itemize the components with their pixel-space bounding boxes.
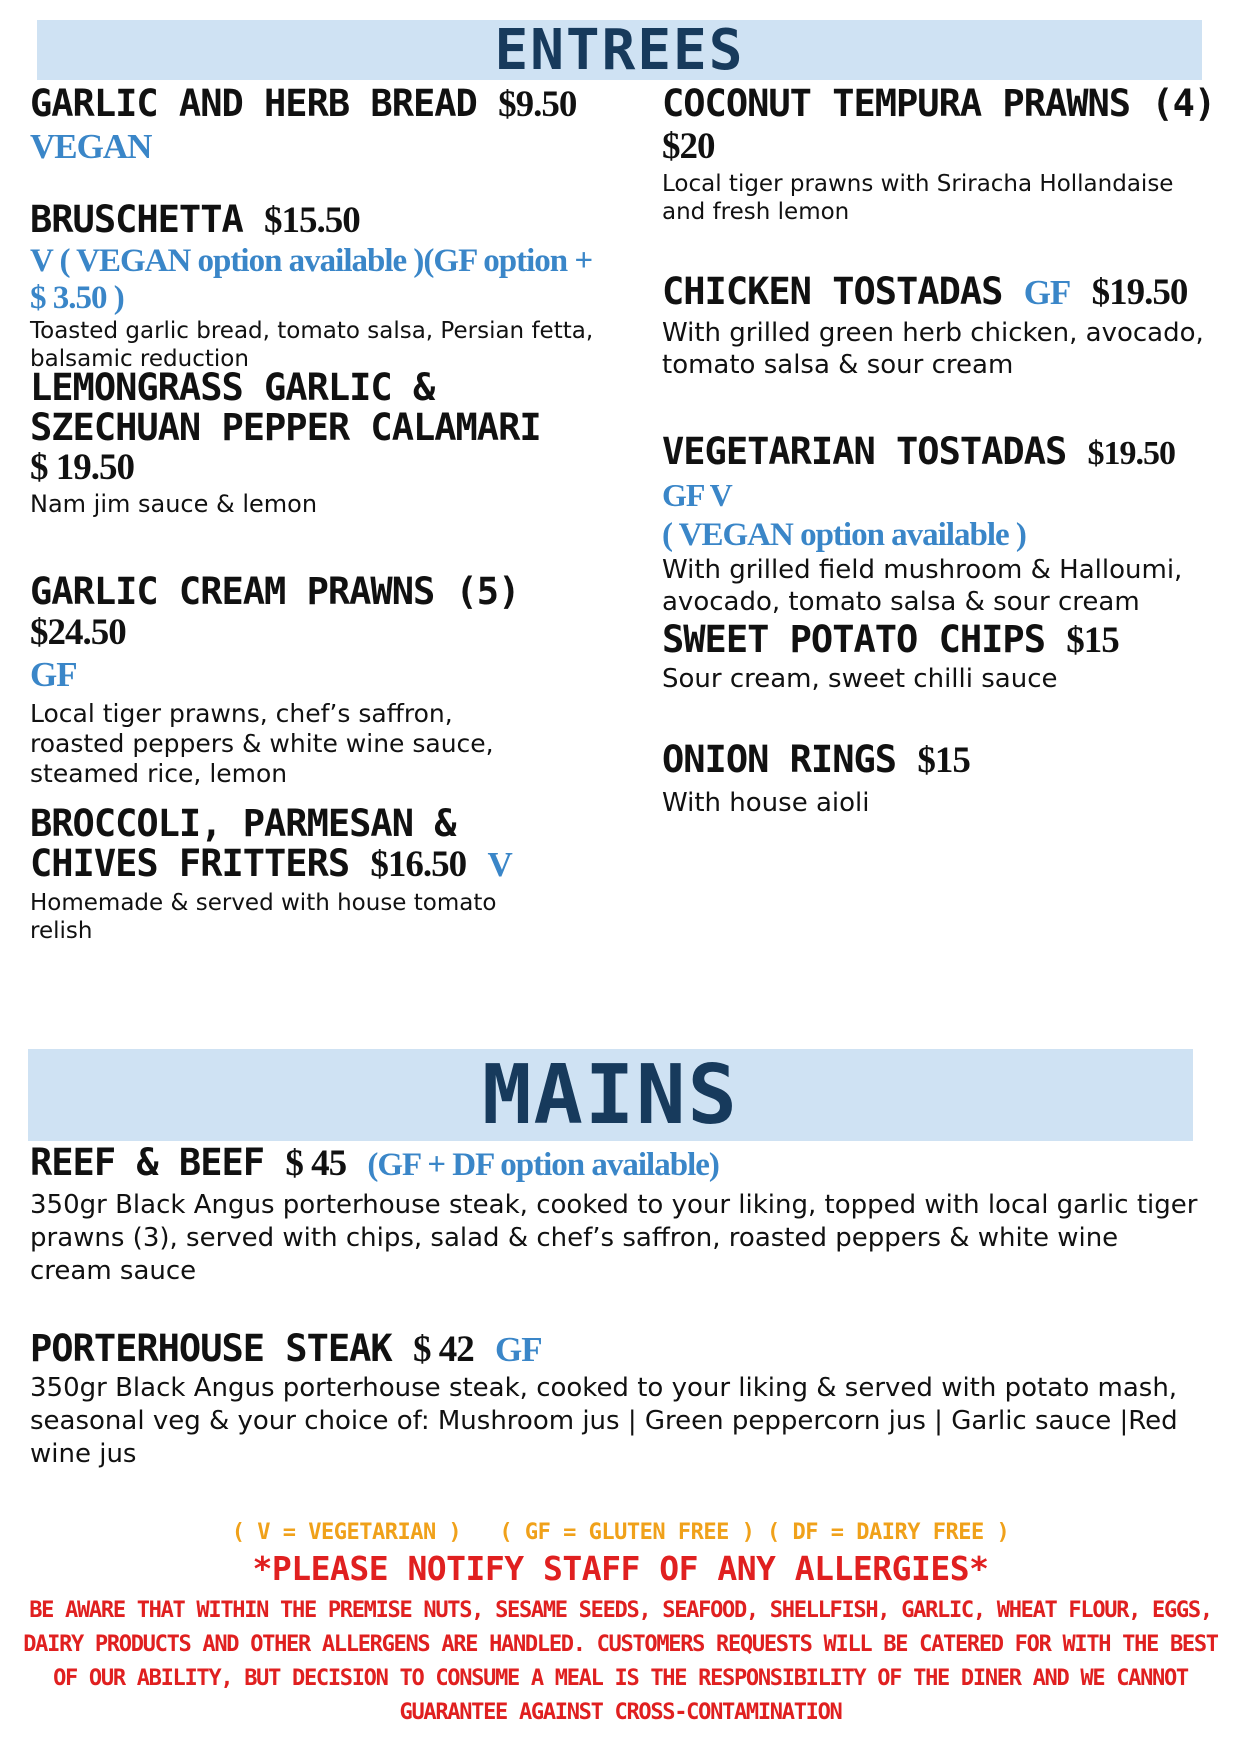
menu-item-garlic-cream-prawns: [30, 572, 610, 804]
item-price: $ 45: [285, 1143, 347, 1184]
mains-heading: MAINS: [28, 1049, 1193, 1141]
item-price: $24.50: [30, 612, 126, 653]
item-name: REEF & BEEF: [30, 1141, 265, 1184]
dietary-legend: ( V = VEGETARIAN ) ( GF = GLUTEN FREE ) ( DF = DAIRY FREE ): [231, 1520, 1010, 1545]
item-name: COCONUT TEMPURA PRAWNS (4): [662, 82, 1216, 125]
menu-item-porterhouse: [30, 1329, 1230, 1471]
item-name: BROCCOLI, PARMESAN & CHIVES FRITTERS: [30, 802, 456, 885]
menu-item-reef-beef: [30, 1143, 1230, 1329]
item-tags-secondary: ( VEGAN option available ): [662, 517, 1026, 553]
item-price: $19.50: [1091, 272, 1188, 313]
allergy-warning: BE AWARE THAT WITHIN THE PREMISE NUTS, SESAME SEEDS, SEAFOOD, SHELLFISH, GARLIC, WHEAT FLOUR, EGGS, DAIRY PRODUCTS AND OTHER ALLERGENS ARE HANDLED. CUSTOMERS REQUESTS WILL BE CATERED FOR WITH THE BEST OF OUR ABILITY, BUT DECISION TO CONSUME A MEAL IS THE RESPONSIBILITY OF THE DINER AND WE CANNOT GUARANTEE AGAINST CROSS-CONTAMINATION: [23, 1598, 1218, 1725]
item-price: $19.50: [1087, 435, 1176, 472]
item-name: PORTERHOUSE STEAK: [30, 1327, 392, 1370]
item-tags: V: [487, 845, 512, 884]
menu-item-coconut-prawns: [662, 84, 1222, 272]
item-price: $ 19.50: [30, 447, 134, 488]
item-name: SWEET POTATO CHIPS: [662, 618, 1045, 661]
item-description: 350gr Black Angus porterhouse steak, cooked to your liking, topped with local garlic tiger prawns (3), served with chips, salad & chef’s saffron, roasted peppers & white wine cream sauce: [30, 1190, 1198, 1286]
allergy-notice: *PLEASE NOTIFY STAFF OF ANY ALLERGIES*: [252, 1549, 989, 1588]
item-name: LEMONGRASS GARLIC & SZECHUAN PEPPER CALAMARI: [30, 366, 541, 449]
item-description: With house aioli: [662, 788, 870, 818]
entrees-heading: ENTREES: [37, 20, 1202, 80]
item-tags: V ( VEGAN option available )(GF option + $ 3.50 ): [30, 243, 593, 316]
item-tags: VEGAN: [30, 127, 152, 166]
item-description: Local tiger prawns with Sriracha Hollandaise and fresh lemon: [662, 171, 1174, 225]
item-description: Toasted garlic bread, tomato salsa, Persian fetta, balsamic reduction: [30, 318, 594, 372]
item-tags: GF: [1023, 273, 1071, 312]
item-description: Homemade & served with house tomato relish: [30, 890, 497, 944]
item-price: $15.50: [264, 200, 360, 241]
item-description: Sour cream, sweet chilli sauce: [662, 664, 1058, 694]
item-tags: GF: [495, 1330, 542, 1369]
item-price: $9.50: [498, 84, 577, 125]
item-tags: (GF + DF option available): [367, 1147, 719, 1183]
item-name: CHICKEN TOSTADAS: [662, 270, 1003, 313]
entrees-left-column: [30, 84, 610, 964]
item-price: $15: [917, 740, 970, 781]
menu-item-sweet-potato-chips: [662, 620, 1222, 740]
item-name: ONION RINGS: [662, 738, 897, 781]
item-description: With grilled green herb chicken, avocado, tomato salsa & sour cream: [662, 318, 1204, 380]
item-price: $15: [1066, 620, 1119, 661]
item-tags: GF: [30, 655, 77, 694]
item-description: Nam jim sauce & lemon: [30, 490, 318, 518]
menu-item-fritters: [30, 804, 610, 964]
item-name: GARLIC CREAM PRAWNS (5): [30, 570, 520, 613]
item-name: BRUSCHETTA: [30, 198, 243, 241]
menu-item-bruschetta: [30, 198, 610, 372]
item-tags: GF V: [662, 477, 732, 513]
item-price: $20: [662, 126, 715, 167]
menu-item-calamari: [30, 368, 610, 572]
item-description: Local tiger prawns, chef’s saffron, roasted peppers & white wine sauce, steamed rice, lemon: [30, 699, 494, 788]
allergy-footer: [20, 1520, 1221, 1730]
item-name: GARLIC AND HERB BREAD: [30, 82, 477, 125]
item-name: VEGETARIAN TOSTADAS: [662, 430, 1067, 473]
menu-item-chicken-tostadas: [662, 272, 1222, 432]
menu-item-onion-rings: [662, 740, 1222, 830]
mains-section: [30, 1143, 1230, 1471]
item-price: $ 42: [412, 1329, 474, 1370]
menu-item-garlic-herb-bread: [30, 84, 610, 200]
menu-item-vegetarian-tostadas: [662, 432, 1222, 620]
entrees-right-column: [662, 84, 1222, 830]
item-price: $16.50: [370, 844, 467, 885]
item-description: With grilled field mushroom & Halloumi, avocado, tomato salsa & sour cream: [662, 555, 1183, 617]
item-description: 350gr Black Angus porterhouse steak, cooked to your liking & served with potato mash, seasonal veg & your choice of: Mushroom jus | Green peppercorn jus | Garlic sauce |Red wine jus: [30, 1373, 1178, 1469]
